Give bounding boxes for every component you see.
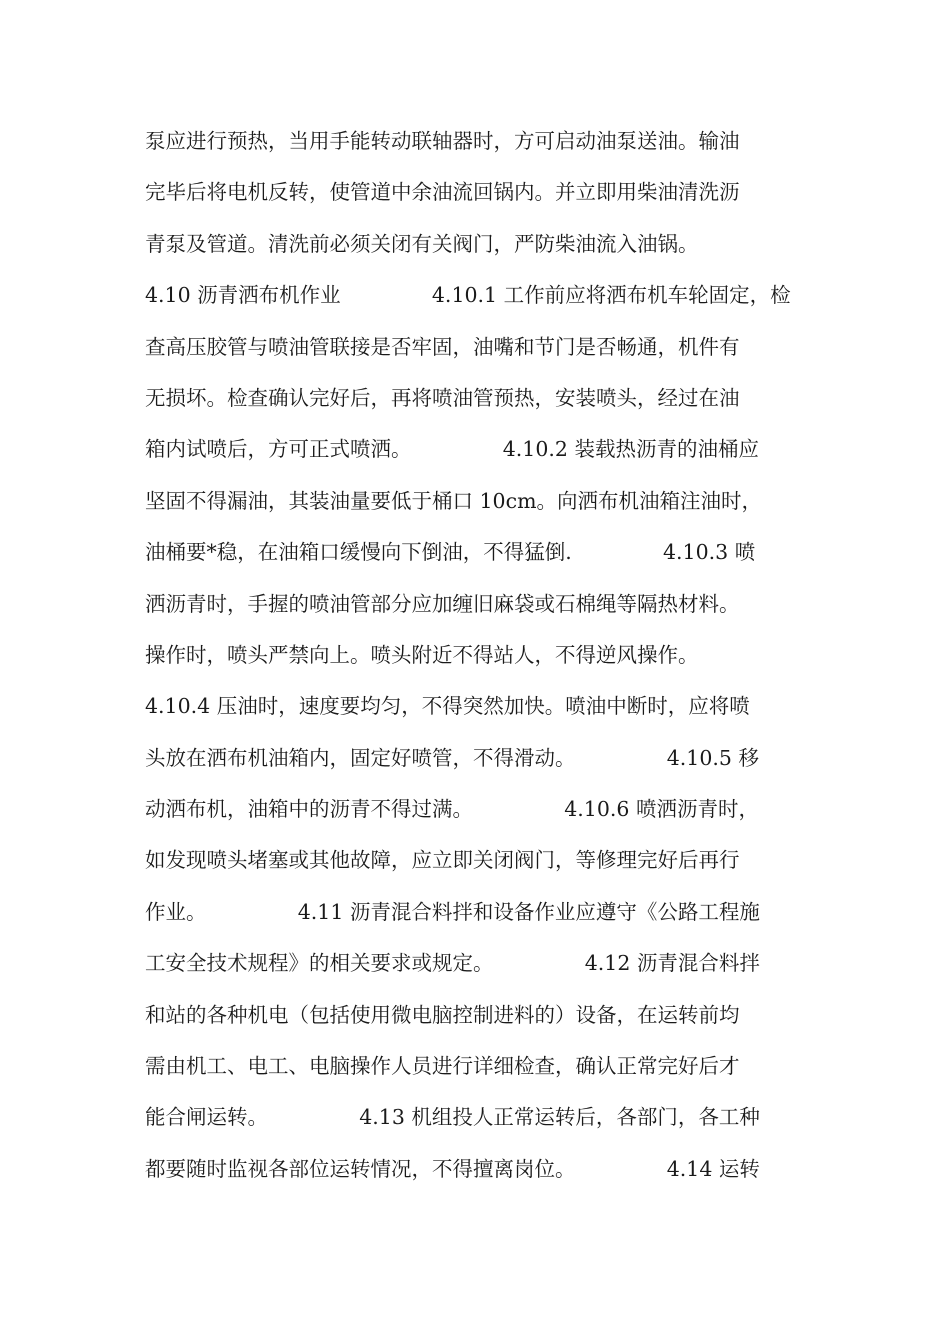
text-line-2: 完毕后将电机反转，使管道中余油流回锅内。并立即用柴油清洗沥 xyxy=(145,180,740,205)
text-line-13: 头放在洒布机油箱内，固定好喷管，不得滑动。 4.10.5 移 xyxy=(145,745,759,770)
text-line-3: 青泵及管道。清洗前必须关闭有关阀门，严防柴油流入油锅。 xyxy=(145,231,699,256)
text-line-8: 坚固不得漏油，其装油量要低于桶口 10cm。向洒布机油箱注油时， xyxy=(145,488,763,513)
text-line-7: 箱内试喷后，方可正式喷洒。 4.10.2 装载热沥青的油桶应 xyxy=(145,437,759,462)
text-line-9: 油桶要*稳，在油箱口缓慢向下倒油，不得猛倒. 4.10.3 喷 xyxy=(145,540,756,565)
text-line-19: 需由机工、电工、电脑操作人员进行详细检查，确认正常完好后才 xyxy=(145,1054,740,1079)
text-line-1: 泵应进行预热，当用手能转动联轴器时，方可启动油泵送油。输油 xyxy=(145,129,740,153)
text-line-14: 动洒布机，油箱中的沥青不得过满。 4.10.6 喷洒沥青时， xyxy=(145,797,759,822)
text-line-16: 作业。 4.11 沥青混合料拌和设备作业应遵守《公路工程施 xyxy=(145,899,760,924)
body-text xyxy=(145,116,825,1195)
text-line-21: 都要随时监视各部位运转情况，不得擅离岗位。 4.14 运转 xyxy=(145,1156,760,1181)
text-line-17: 工安全技术规程》的相关要求或规定。 4.12 沥青混合料拌 xyxy=(145,951,760,976)
text-line-6: 无损坏。检查确认完好后，再将喷油管预热，安装喷头，经过在油 xyxy=(145,385,740,410)
text-line-10: 洒沥青时，手握的喷油管部分应加缠旧麻袋或石棉绳等隔热材料。 xyxy=(145,591,740,616)
text-line-5: 查高压胶管与喷油管联接是否牢固，油嘴和节门是否畅通，机件有 xyxy=(145,334,740,359)
text-line-4: 4.10 沥青洒布机作业 4.10.1 工作前应将洒布机车轮固定，检 xyxy=(145,283,791,308)
text-line-15: 如发现喷头堵塞或其他故障，应立即关闭阀门，等修理完好后再行 xyxy=(145,848,740,873)
text-line-11: 操作时，喷头严禁向上。喷头附近不得站人，不得逆风操作。 xyxy=(145,642,699,667)
text-line-20: 能合闸运转。 4.13 机组投人正常运转后，各部门，各工种 xyxy=(145,1105,760,1130)
text-line-18: 和站的各种机电（包括使用微电脑控制进料的）设备，在运转前均 xyxy=(145,1002,740,1027)
text-line-12: 4.10.4 压油时，速度要均匀，不得突然加快。喷油中断时，应将喷 xyxy=(145,694,750,719)
